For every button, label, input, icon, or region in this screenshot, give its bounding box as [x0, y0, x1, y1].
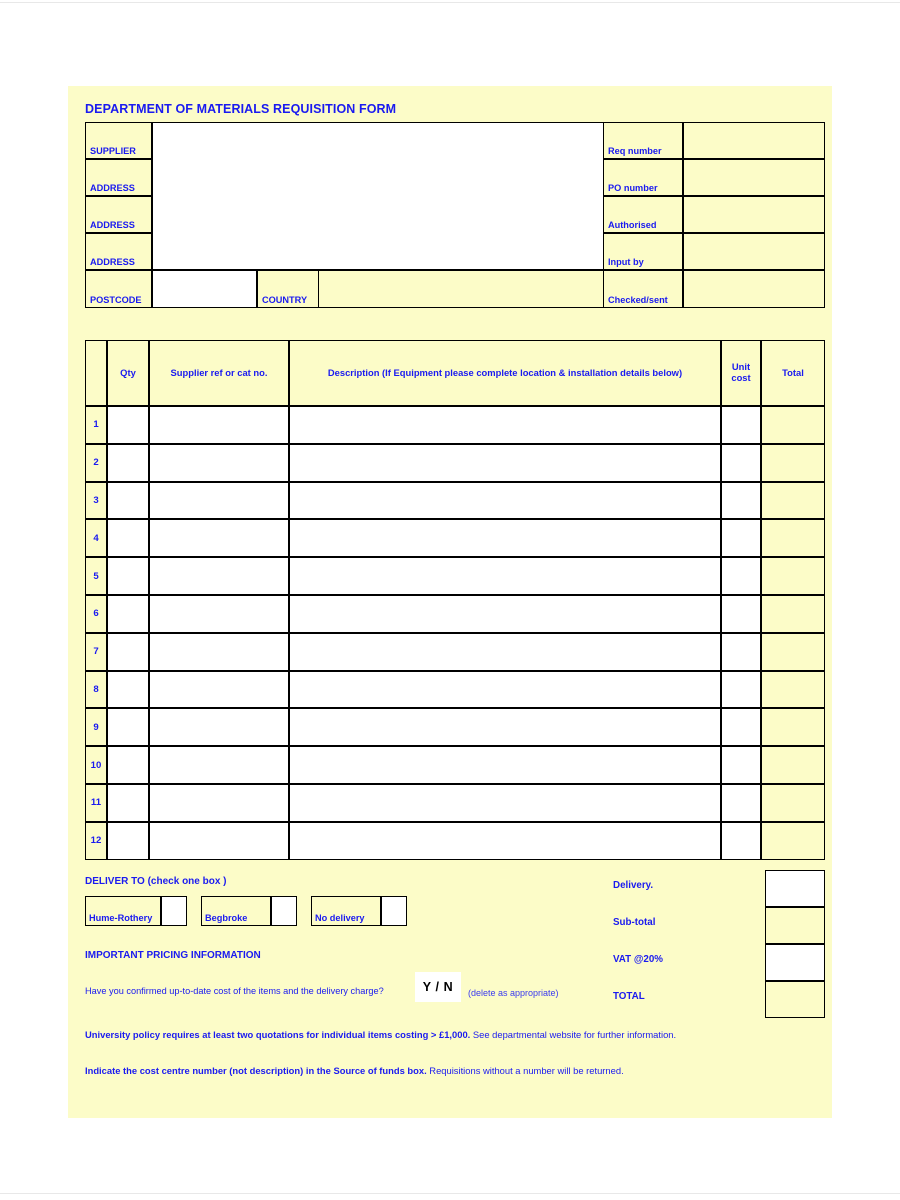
item-cell-total[interactable]	[761, 519, 825, 557]
items-header-supplier-ref: Supplier ref or cat no.	[149, 340, 289, 406]
delivery-option-begbroke-label-cell	[201, 896, 271, 926]
item-cell-qty[interactable]	[107, 708, 149, 746]
item-cell-total[interactable]	[761, 633, 825, 671]
form-bottom-section	[85, 876, 825, 1106]
item-cell-supplier-ref[interactable]	[149, 822, 289, 860]
delivery-option-no-delivery[interactable]	[311, 896, 407, 926]
totals-value-delivery[interactable]	[765, 870, 825, 907]
delivery-option-hume-rothery-label-cell	[85, 896, 161, 926]
item-cell-supplier-ref[interactable]	[149, 406, 289, 444]
country-label: COUNTRY	[262, 295, 308, 305]
item-cell-total[interactable]	[761, 671, 825, 709]
item-row-number: 9	[85, 708, 107, 746]
item-cell-unit-cost[interactable]	[721, 633, 761, 671]
item-row-number: 3	[85, 482, 107, 520]
item-cell-unit-cost[interactable]	[721, 595, 761, 633]
item-cell-total[interactable]	[761, 595, 825, 633]
delivery-option-no-delivery-label: No delivery	[315, 913, 365, 923]
totals-label-vat: VAT @20%	[613, 954, 664, 965]
item-cell-qty[interactable]	[107, 406, 149, 444]
pricing-question: Have you confirmed up-to-date cost of the items and the delivery charge?	[85, 986, 384, 996]
item-cell-description[interactable]	[289, 784, 721, 822]
po-number-label-cell	[603, 159, 683, 196]
item-row-number: 11	[85, 784, 107, 822]
item-cell-unit-cost[interactable]	[721, 519, 761, 557]
item-cell-total[interactable]	[761, 784, 825, 822]
pricing-info-heading: IMPORTANT PRICING INFORMATION	[85, 950, 261, 961]
policy-line-2	[85, 1065, 624, 1076]
totals-label-total: TOTAL	[613, 991, 645, 1002]
req-number-input[interactable]	[683, 122, 825, 159]
checked-sent-input[interactable]	[683, 270, 825, 308]
item-cell-total[interactable]	[761, 557, 825, 595]
item-cell-supplier-ref[interactable]	[149, 595, 289, 633]
items-header-total: Total	[761, 340, 825, 406]
authorised-input[interactable]	[683, 196, 825, 233]
item-cell-supplier-ref[interactable]	[149, 557, 289, 595]
item-row-number: 6	[85, 595, 107, 633]
delivery-option-begbroke-checkbox[interactable]	[271, 896, 297, 926]
delivery-option-begbroke[interactable]	[201, 896, 297, 926]
item-cell-supplier-ref[interactable]	[149, 482, 289, 520]
page-bottom-rule	[0, 1193, 900, 1194]
totals-label-sub-total: Sub-total	[613, 917, 656, 928]
item-cell-qty[interactable]	[107, 482, 149, 520]
address3-label: ADDRESS	[90, 257, 135, 267]
supplier-label-cell	[85, 122, 152, 159]
policy-line-1	[85, 1029, 676, 1040]
item-cell-supplier-ref[interactable]	[149, 519, 289, 557]
item-cell-unit-cost[interactable]	[721, 444, 761, 482]
postcode-label: POSTCODE	[90, 295, 142, 305]
item-cell-qty[interactable]	[107, 671, 149, 709]
address2-label: ADDRESS	[90, 220, 135, 230]
item-cell-qty[interactable]	[107, 595, 149, 633]
items-header-unit-cost-line1: Unit	[731, 361, 751, 373]
item-cell-unit-cost[interactable]	[721, 482, 761, 520]
item-cell-unit-cost[interactable]	[721, 746, 761, 784]
form-title: DEPARTMENT OF MATERIALS REQUISITION FORM	[85, 102, 397, 116]
item-cell-description[interactable]	[289, 822, 721, 860]
item-cell-unit-cost[interactable]	[721, 671, 761, 709]
item-cell-total[interactable]	[761, 746, 825, 784]
item-cell-unit-cost[interactable]	[721, 784, 761, 822]
items-header-rownum	[85, 340, 107, 406]
item-cell-description[interactable]	[289, 406, 721, 444]
address1-label-cell	[85, 159, 152, 196]
item-cell-unit-cost[interactable]	[721, 557, 761, 595]
item-cell-unit-cost[interactable]	[721, 822, 761, 860]
item-cell-description[interactable]	[289, 444, 721, 482]
item-cell-total[interactable]	[761, 708, 825, 746]
item-cell-supplier-ref[interactable]	[149, 708, 289, 746]
item-cell-unit-cost[interactable]	[721, 708, 761, 746]
deliver-to-heading: DELIVER TO (check one box )	[85, 876, 227, 887]
page-top-rule	[0, 2, 900, 3]
input-by-label: Input by	[608, 257, 644, 267]
input-by-input[interactable]	[683, 233, 825, 270]
items-header-unit-cost	[721, 340, 761, 406]
delivery-option-begbroke-label: Begbroke	[205, 913, 248, 923]
authorised-label: Authorised	[608, 220, 657, 230]
policy-line-2-rest: Requisitions without a number will be returned.	[426, 1065, 624, 1076]
authorised-label-cell	[603, 196, 683, 233]
totals-value-total[interactable]	[765, 981, 825, 1018]
item-cell-description[interactable]	[289, 482, 721, 520]
item-cell-supplier-ref[interactable]	[149, 671, 289, 709]
totals-value-vat[interactable]	[765, 944, 825, 981]
item-row-number: 2	[85, 444, 107, 482]
supplier-header-block	[85, 122, 825, 308]
item-cell-total[interactable]	[761, 406, 825, 444]
input-by-label-cell	[603, 233, 683, 270]
address1-label: ADDRESS	[90, 183, 135, 193]
req-number-label-cell	[603, 122, 683, 159]
delivery-option-hume-rothery-checkbox[interactable]	[161, 896, 187, 926]
item-cell-description[interactable]	[289, 519, 721, 557]
delivery-option-hume-rothery-label: Hume-Rothery	[89, 913, 153, 923]
item-cell-description[interactable]	[289, 671, 721, 709]
item-cell-supplier-ref[interactable]	[149, 784, 289, 822]
item-cell-qty[interactable]	[107, 557, 149, 595]
yn-value: Y / N	[422, 980, 454, 994]
item-row-number: 8	[85, 671, 107, 709]
postcode-label-cell	[85, 270, 152, 308]
item-cell-total[interactable]	[761, 482, 825, 520]
req-number-label: Req number	[608, 146, 662, 156]
policy-line-1-rest: See departmental website for further information.	[470, 1029, 677, 1040]
item-cell-supplier-ref[interactable]	[149, 633, 289, 671]
items-header-qty: Qty	[107, 340, 149, 406]
delivery-option-no-delivery-label-cell	[311, 896, 381, 926]
po-number-input[interactable]	[683, 159, 825, 196]
yn-note: (delete as appropriate)	[468, 988, 559, 998]
item-row-number: 10	[85, 746, 107, 784]
item-row-number: 4	[85, 519, 107, 557]
items-header-unit-cost-line2: cost	[731, 372, 751, 383]
item-cell-description[interactable]	[289, 633, 721, 671]
checked-sent-label: Checked/sent	[608, 295, 668, 305]
supplier-address-input[interactable]	[152, 122, 650, 270]
totals-label-delivery: Delivery.	[613, 880, 654, 891]
requisition-form-panel	[68, 86, 832, 1118]
items-table	[85, 340, 825, 860]
checked-sent-label-cell	[603, 270, 683, 308]
policy-line-2-bold: Indicate the cost centre number (not description) in the Source of funds box.	[85, 1065, 427, 1076]
country-label-cell	[257, 270, 319, 308]
item-row-number: 12	[85, 822, 107, 860]
yn-field[interactable]	[415, 972, 461, 1002]
policy-line-1-bold: University policy requires at least two quotations for individual items costing > £1,000.	[85, 1029, 471, 1040]
delivery-option-hume-rothery[interactable]	[85, 896, 187, 926]
item-cell-description[interactable]	[289, 557, 721, 595]
item-cell-description[interactable]	[289, 746, 721, 784]
item-cell-qty[interactable]	[107, 633, 149, 671]
delivery-option-no-delivery-checkbox[interactable]	[381, 896, 407, 926]
supplier-label: SUPPLIER	[90, 146, 136, 156]
item-cell-qty[interactable]	[107, 784, 149, 822]
item-cell-description[interactable]	[289, 595, 721, 633]
item-cell-qty[interactable]	[107, 746, 149, 784]
po-number-label: PO number	[608, 183, 658, 193]
totals-value-sub-total[interactable]	[765, 907, 825, 944]
item-cell-description[interactable]	[289, 708, 721, 746]
item-row-number: 7	[85, 633, 107, 671]
item-cell-qty[interactable]	[107, 444, 149, 482]
item-cell-total[interactable]	[761, 822, 825, 860]
item-cell-supplier-ref[interactable]	[149, 746, 289, 784]
postcode-input[interactable]	[152, 270, 257, 308]
item-cell-total[interactable]	[761, 444, 825, 482]
items-header-description: Description (If Equipment please complete location & installation details below)	[289, 340, 721, 406]
item-row-number: 1	[85, 406, 107, 444]
item-cell-supplier-ref[interactable]	[149, 444, 289, 482]
item-cell-unit-cost[interactable]	[721, 406, 761, 444]
country-input[interactable]	[319, 270, 650, 308]
address2-label-cell	[85, 196, 152, 233]
item-cell-qty[interactable]	[107, 519, 149, 557]
address3-label-cell	[85, 233, 152, 270]
item-row-number: 5	[85, 557, 107, 595]
item-cell-qty[interactable]	[107, 822, 149, 860]
